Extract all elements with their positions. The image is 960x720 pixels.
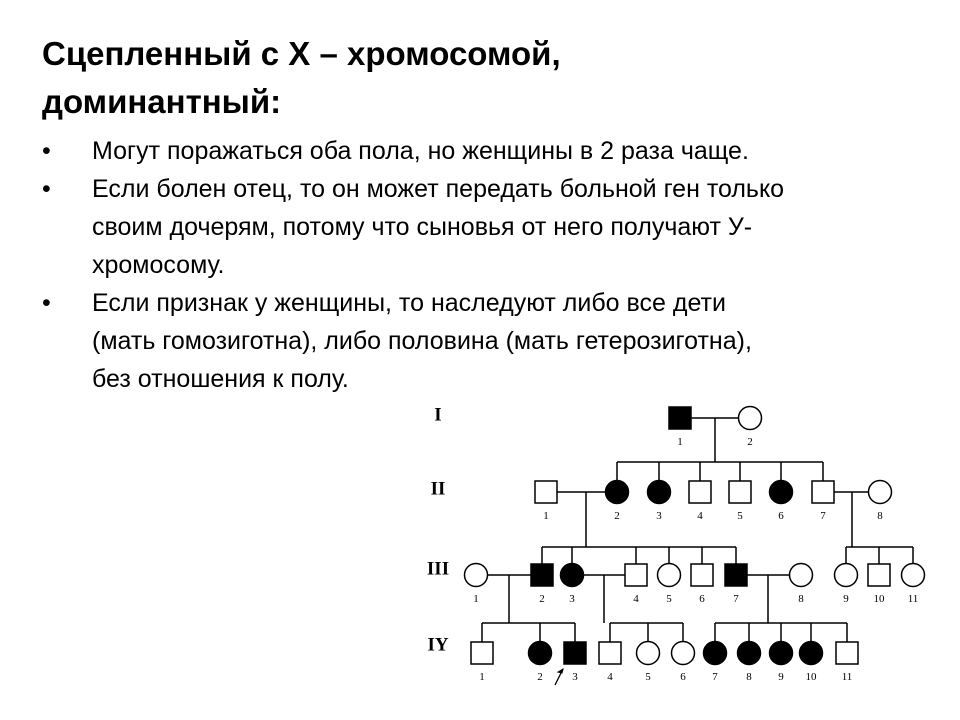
affected-male-square [531, 564, 553, 586]
individual-number: 1 [543, 510, 549, 522]
affected-male-square [669, 407, 691, 429]
female-circle [465, 564, 488, 587]
individual-number: 1 [473, 593, 479, 605]
individual-number: 2 [614, 510, 620, 522]
female-circle [902, 564, 925, 587]
individual-number: 7 [820, 510, 826, 522]
individual-number: 2 [537, 671, 543, 683]
female-circle [739, 407, 762, 430]
individual-number: 4 [697, 510, 703, 522]
male-square [868, 564, 890, 586]
individual-number: 3 [656, 510, 662, 522]
individual-number: 8 [746, 671, 752, 683]
individual-number: 6 [778, 510, 784, 522]
individual-number: 8 [798, 593, 804, 605]
female-circle [637, 642, 660, 665]
individual-number: 4 [607, 671, 613, 683]
affected-female-circle [606, 481, 629, 504]
affected-male-square [725, 564, 747, 586]
male-square [599, 642, 621, 664]
female-circle [869, 481, 892, 504]
individual-number: 6 [699, 593, 705, 605]
bullet-marker: • [42, 175, 51, 203]
individual-number: 1 [479, 671, 485, 683]
generation-label: II [430, 478, 446, 500]
individual-number: 3 [572, 671, 578, 683]
affected-female-circle [770, 481, 793, 504]
individual-number: 4 [633, 593, 639, 605]
female-circle [835, 564, 858, 587]
female-circle [790, 564, 813, 587]
bullet-line: своим дочерям, потому что сыновья от него получают У- [92, 213, 753, 241]
individual-number: 1 [677, 436, 683, 448]
male-square [471, 642, 493, 664]
individual-number: 5 [737, 510, 743, 522]
bullet-line: (мать гомозиготна), либо половина (мать гетерозиготна), [92, 327, 752, 355]
male-square [689, 481, 711, 503]
individual-number: 9 [778, 671, 784, 683]
affected-male-square [564, 642, 586, 664]
individual-number: 2 [539, 593, 545, 605]
bullet-line: Если болен отец, то он может передать больной ген только [92, 175, 785, 203]
male-square [625, 564, 647, 586]
individual-number: 6 [680, 671, 686, 683]
affected-female-circle [529, 642, 552, 665]
female-circle [658, 564, 681, 587]
male-square [691, 564, 713, 586]
male-square [535, 481, 557, 503]
male-square [812, 481, 834, 503]
individual-number: 2 [747, 436, 753, 448]
individual-number: 7 [733, 593, 739, 605]
affected-female-circle [561, 564, 584, 587]
individual-number: 9 [843, 593, 849, 605]
individual-number: 5 [666, 593, 672, 605]
affected-female-circle [704, 642, 727, 665]
individual-number: 10 [805, 671, 817, 683]
proband-arrowhead [558, 669, 563, 673]
individual-number: 5 [645, 671, 651, 683]
bullet-marker: • [42, 137, 51, 165]
slide-title-line-2: доминантный: [42, 83, 282, 120]
bullet-line: Могут поражаться оба пола, но женщины в 2 раза чаще. [92, 137, 749, 165]
male-square [729, 481, 751, 503]
individual-number: 8 [877, 510, 883, 522]
bullet-line: хромосому. [92, 251, 225, 279]
generation-label: IY [427, 634, 449, 656]
female-circle [672, 642, 695, 665]
generation-label: I [434, 404, 442, 426]
individual-number: 11 [907, 593, 919, 605]
generation-label: III [426, 558, 450, 580]
individual-number: 3 [569, 593, 575, 605]
bullet-line: Если признак у женщины, то наследуют либо все дети [92, 289, 726, 317]
bullet-marker: • [42, 289, 51, 317]
affected-female-circle [800, 642, 823, 665]
affected-female-circle [648, 481, 671, 504]
bullet-line: без отношения к полу. [92, 365, 349, 393]
individual-number: 7 [712, 671, 718, 683]
slide-title-line-1: Сцепленный с X – хромосомой, [42, 35, 561, 72]
affected-female-circle [738, 642, 761, 665]
individual-number: 10 [873, 593, 885, 605]
male-square [836, 642, 858, 664]
affected-female-circle [770, 642, 793, 665]
individual-number: 11 [841, 671, 853, 683]
